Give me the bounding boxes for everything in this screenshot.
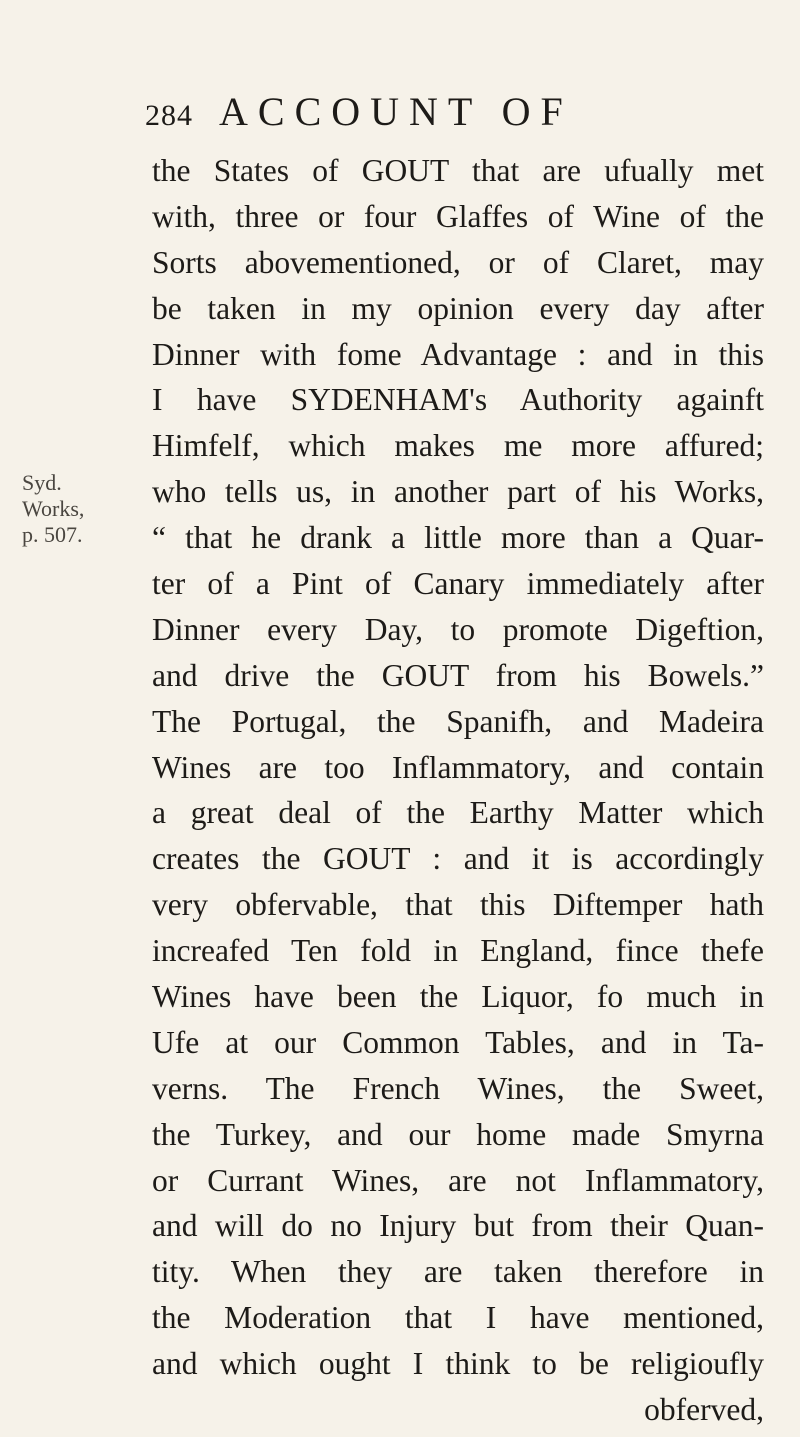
text-line: Dinner with fome Advantage : and in this [152,336,764,372]
text-line: Dinner every Day, to promote Digeftion, [152,611,764,647]
text-line: creates the GOUT : and it is accordingly [152,841,764,877]
text-line: or Currant Wines, are not Inflammatory, [152,1162,764,1198]
text-line: ter of a Pint of Canary immediately after [152,566,764,602]
text-line: and drive the GOUT from his Bowels.” [152,657,764,693]
text-line: the Turkey, and our home made Smyrna [152,1116,764,1152]
margin-note-line: p. 507. [22,522,83,547]
text-line: be taken in my opinion every day after [152,290,764,326]
text-line: verns. The French Wines, the Sweet, [152,1070,764,1106]
text-line: increafed Ten fold in England, fince thefe [152,933,764,969]
page-header [145,88,573,135]
text-line: very obfervable, that this Diftemper hath [152,887,764,923]
text-line: who tells us, in another part of his Works, [152,474,764,510]
text-line: with, three or four Glaffes of Wine of the [152,198,764,234]
running-head: ACCOUNT OF [219,89,573,134]
text-line: a great deal of the Earthy Matter which [152,795,764,831]
text-line: the Moderation that I have mentioned, [152,1300,764,1336]
text-line: The Portugal, the Spanifh, and Madeira [152,703,764,739]
page-number: 284 [145,99,193,132]
text-line: Wines have been the Liquor, fo much in [152,979,764,1015]
text-line: and which ought I think to be religioufly [152,1346,764,1382]
text-line: the States of GOUT that are ufually met [152,153,764,188]
text-line: Wines are too Inflammatory, and contain [152,749,764,785]
text-line: Ufe at our Common Tables, and in Ta- [152,1024,764,1060]
margin-note-line: Syd. [22,470,62,495]
text-line: I have SYDENHAM's Authority againft [152,382,764,418]
text-line: Sorts abovementioned, or of Claret, may [152,244,764,280]
margin-note [22,470,84,548]
text-line: and will do no Injury but from their Quan- [152,1208,764,1244]
margin-note-line: Works, [22,496,85,521]
body-text [152,148,764,1433]
text-line: tity. When they are taken therefore in [152,1254,764,1290]
text-line: “ that he drank a little more than a Quar- [152,520,764,556]
text-line: Himfelf, which makes me more affured; [152,428,764,464]
text-line: obferved, [644,1392,764,1428]
